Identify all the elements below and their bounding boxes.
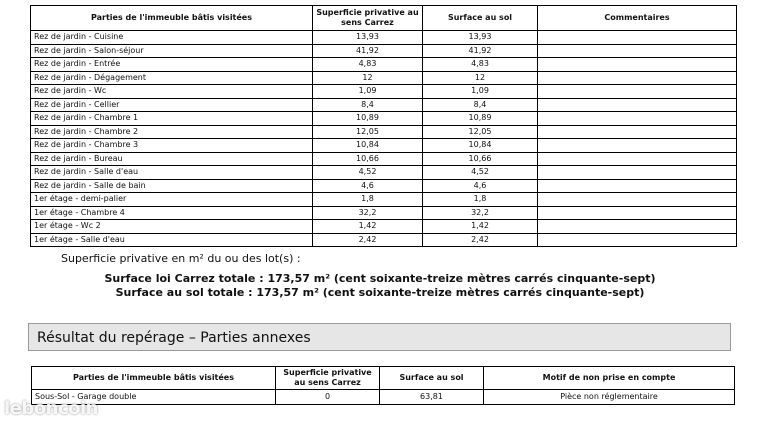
table-row-cell (538, 31, 737, 45)
table-row-cell (538, 166, 737, 180)
table-row-cell: 13,93 (423, 31, 538, 45)
annex-header-carrez: Superficie privative au sens Carrez (276, 367, 380, 390)
table-row-cell: 1er étage - Wc 2 (31, 220, 313, 234)
table-row-cell: 4,83 (313, 58, 423, 72)
table-row (31, 125, 737, 139)
table-row-cell: 10,89 (313, 112, 423, 126)
table-row-cell: 4,52 (423, 166, 538, 180)
table-row-cell: 32,2 (313, 206, 423, 220)
table-row (31, 44, 737, 58)
table-row-cell: 1,42 (423, 220, 538, 234)
surface-table (30, 5, 737, 247)
table-row-cell: Rez de jardin - Salle de bain (31, 179, 313, 193)
table-row (31, 85, 737, 99)
table-row-cell: Rez de jardin - Cuisine (31, 31, 313, 45)
table-row-cell: 13,93 (313, 31, 423, 45)
table-row-cell: Rez de jardin - Wc (31, 85, 313, 99)
table-row-cell: 12 (423, 71, 538, 85)
table-row (31, 166, 737, 180)
table-row (31, 152, 737, 166)
annex-header-motif: Motif de non prise en compte (484, 367, 735, 390)
total-surface-sol: Surface au sol totale : 173,57 m² (cent soixante-treize mètres carrés cinquante-sept) (115, 286, 645, 299)
table-row-cell: 1,42 (313, 220, 423, 234)
annex-header-parties: Parties de l'immeuble bâtis visitées (32, 367, 276, 390)
carrez-intro-text: Superficie privative en m² du ou des lot(s) : (61, 252, 301, 265)
table-row-cell (538, 193, 737, 207)
table-row-cell: 2,42 (313, 233, 423, 247)
annex-row-cell: 0 (276, 390, 380, 405)
table-row-cell: 1,8 (313, 193, 423, 207)
table-row-cell: 12,05 (423, 125, 538, 139)
table-row-cell (538, 233, 737, 247)
table-row-cell: 2,42 (423, 233, 538, 247)
annex-row-cell: 63,81 (380, 390, 484, 405)
table-row-cell (538, 139, 737, 153)
table-row (31, 206, 737, 220)
table-row-cell: 1er étage - Salle d'eau (31, 233, 313, 247)
table-row-cell (538, 125, 737, 139)
table-row-cell: 4,83 (423, 58, 538, 72)
table-row-cell (538, 152, 737, 166)
table-row-cell (538, 98, 737, 112)
table-row-cell: Rez de jardin - Dégagement (31, 71, 313, 85)
table-row (31, 112, 737, 126)
table-row-cell: 41,92 (313, 44, 423, 58)
annex-table (31, 366, 735, 405)
table-row-cell: Rez de jardin - Chambre 1 (31, 112, 313, 126)
annex-row-cell: Sous-Sol - Garage double (32, 390, 276, 405)
table-row-cell: Rez de jardin - Salle d'eau (31, 166, 313, 180)
table-row-cell: Rez de jardin - Entrée (31, 58, 313, 72)
table-row-cell: 1,09 (313, 85, 423, 99)
table-row-cell: Rez de jardin - Salon-séjour (31, 44, 313, 58)
header-surface-sol: Surface au sol (423, 6, 538, 31)
annex-table-header (32, 367, 735, 390)
table-row-cell (538, 179, 737, 193)
table-row-cell: Rez de jardin - Chambre 3 (31, 139, 313, 153)
header-carrez: Superficie privative au sens Carrez (313, 6, 423, 31)
table-row-cell: 10,84 (313, 139, 423, 153)
table-row-cell (538, 71, 737, 85)
table-row-cell: 12,05 (313, 125, 423, 139)
total-carrez: Surface loi Carrez totale : 173,57 m² (cent soixante-treize mètres carrés cinquante-sept) (104, 272, 656, 285)
table-row (31, 179, 737, 193)
table-row (31, 31, 737, 45)
table-row-cell: 1,09 (423, 85, 538, 99)
table-row-cell: 10,84 (423, 139, 538, 153)
table-row-cell: Rez de jardin - Bureau (31, 152, 313, 166)
table-row-cell: 4,6 (313, 179, 423, 193)
table-row-cell: 1er étage - demi-palier (31, 193, 313, 207)
table-row-cell (538, 220, 737, 234)
table-row-cell: 8,4 (313, 98, 423, 112)
table-row (31, 193, 737, 207)
table-row-cell: 32,2 (423, 206, 538, 220)
table-row-cell: 10,66 (313, 152, 423, 166)
table-row (31, 139, 737, 153)
table-row-cell: 4,52 (313, 166, 423, 180)
table-row-cell: 4,6 (423, 179, 538, 193)
annex-header-surface-sol: Surface au sol (380, 367, 484, 390)
table-row (31, 220, 737, 234)
table-row (31, 233, 737, 247)
header-parties: Parties de l'immeuble bâtis visitées (31, 6, 313, 31)
table-row-cell (538, 206, 737, 220)
table-row-cell: 10,66 (423, 152, 538, 166)
table-row-cell: Rez de jardin - Cellier (31, 98, 313, 112)
table-row-cell: 1,8 (423, 193, 538, 207)
leboncoin-watermark: leboncoin (4, 398, 98, 419)
table-row (31, 58, 737, 72)
table-row (31, 71, 737, 85)
table-row (31, 98, 737, 112)
table-row-cell (538, 85, 737, 99)
table-row-cell (538, 58, 737, 72)
table-row-cell: Rez de jardin - Chambre 2 (31, 125, 313, 139)
table-row-cell (538, 44, 737, 58)
annex-row-cell: Pièce non réglementaire (484, 390, 735, 405)
header-commentaires: Commentaires (538, 6, 737, 31)
table-row-cell: 8,4 (423, 98, 538, 112)
annex-section-title: Résultat du repérage – Parties annexes (28, 323, 731, 351)
table-row-cell: 12 (313, 71, 423, 85)
table-row-cell: 41,92 (423, 44, 538, 58)
table-row-cell: 10,89 (423, 112, 538, 126)
table-row-cell (538, 112, 737, 126)
annex-row (32, 390, 735, 405)
surface-table-header (31, 6, 737, 31)
table-row-cell: 1er étage - Chambre 4 (31, 206, 313, 220)
